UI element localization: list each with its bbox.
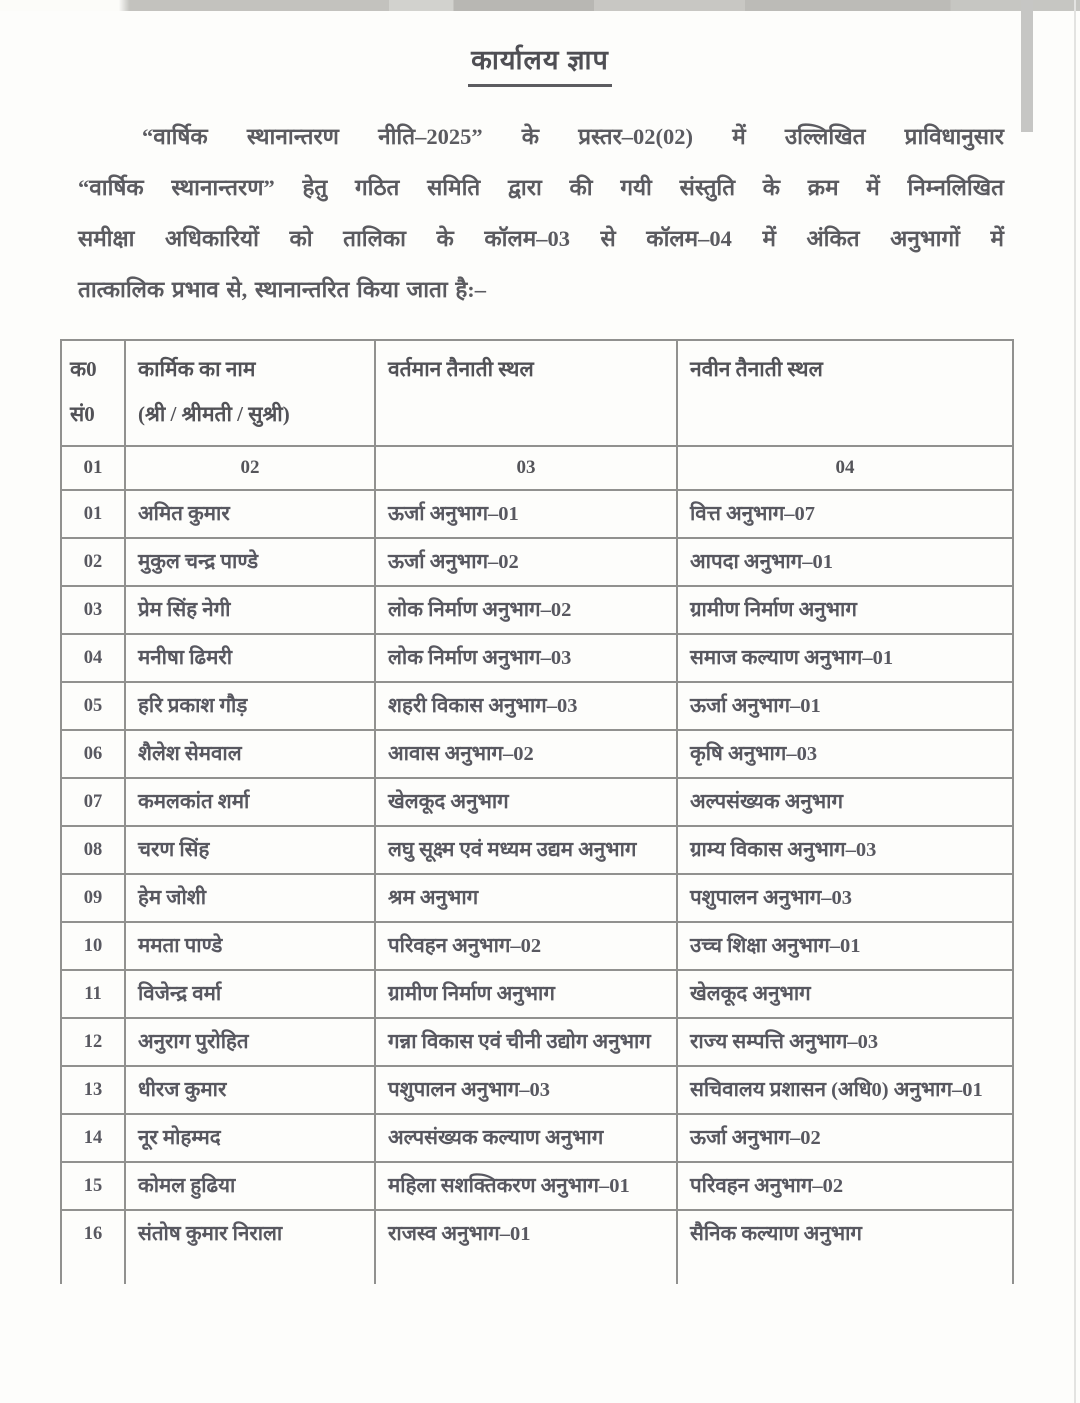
- row-serial-number: 01: [61, 490, 125, 538]
- row-new-posting: ग्राम्य विकास अनुभाग–03: [677, 826, 1013, 874]
- table-row: [61, 730, 1013, 778]
- column-number-row: [61, 446, 1013, 490]
- table-row: [61, 1066, 1013, 1114]
- row-new-posting: सैनिक कल्याण अनुभाग: [677, 1210, 1013, 1284]
- row-employee-name: शैलेश सेमवाल: [125, 730, 375, 778]
- row-new-posting: ऊर्जा अनुभाग–01: [677, 682, 1013, 730]
- table-row: [61, 1162, 1013, 1210]
- table-row: [61, 874, 1013, 922]
- row-current-posting: आवास अनुभाग–02: [375, 730, 677, 778]
- row-employee-name: हेम जोशी: [125, 874, 375, 922]
- row-new-posting: उच्च शिक्षा अनुभाग–01: [677, 922, 1013, 970]
- row-employee-name: नूर मोहम्मद: [125, 1114, 375, 1162]
- row-serial-number: 04: [61, 634, 125, 682]
- row-employee-name: कमलकांत शर्मा: [125, 778, 375, 826]
- row-employee-name: चरण सिंह: [125, 826, 375, 874]
- row-new-posting: ऊर्जा अनुभाग–02: [677, 1114, 1013, 1162]
- row-employee-name: मुकुल चन्द्र पाण्डे: [125, 538, 375, 586]
- title-row: [0, 0, 1080, 87]
- table-row: [61, 586, 1013, 634]
- row-serial-number: 13: [61, 1066, 125, 1114]
- row-employee-name: ममता पाण्डे: [125, 922, 375, 970]
- row-serial-number: 06: [61, 730, 125, 778]
- header-serial-line1: क0: [70, 357, 97, 381]
- table-row: [61, 1018, 1013, 1066]
- row-current-posting: लोक निर्माण अनुभाग–02: [375, 586, 677, 634]
- row-current-posting: लघु सूक्ष्म एवं मध्यम उद्यम अनुभाग: [375, 826, 677, 874]
- row-new-posting: अल्पसंख्यक अनुभाग: [677, 778, 1013, 826]
- header-employee-name: [125, 340, 375, 446]
- row-new-posting: खेलकूद अनुभाग: [677, 970, 1013, 1018]
- row-serial-number: 11: [61, 970, 125, 1018]
- table-row: [61, 538, 1013, 586]
- row-serial-number: 07: [61, 778, 125, 826]
- row-employee-name: हरि प्रकाश गौड़: [125, 682, 375, 730]
- row-employee-name: धीरज कुमार: [125, 1066, 375, 1114]
- transfer-table: [60, 339, 1014, 1284]
- row-serial-number: 02: [61, 538, 125, 586]
- row-new-posting: परिवहन अनुभाग–02: [677, 1162, 1013, 1210]
- row-serial-number: 09: [61, 874, 125, 922]
- row-employee-name: संतोष कुमार निराला: [125, 1210, 375, 1284]
- paragraph-line-2: “वार्षिक स्थानान्तरण” हेतु गठित समिति द्वारा की गयी संस्तुति के क्रम में निम्नलिखित: [78, 175, 1004, 200]
- table-header-row: [61, 340, 1013, 446]
- row-new-posting: राज्य सम्पत्ति अनुभाग–03: [677, 1018, 1013, 1066]
- row-current-posting: लोक निर्माण अनुभाग–03: [375, 634, 677, 682]
- paragraph-line-1: “वार्षिक स्थानान्तरण नीति–2025” के प्रस्तर–02(02) में उल्लिखित प्राविधानुसार: [142, 124, 1004, 149]
- row-serial-number: 03: [61, 586, 125, 634]
- row-new-posting: समाज कल्याण अनुभाग–01: [677, 634, 1013, 682]
- table-row: [61, 634, 1013, 682]
- transfer-table-body: [61, 490, 1013, 1284]
- row-serial-number: 05: [61, 682, 125, 730]
- paragraph-line-4: तात्कालिक प्रभाव से, स्थानान्तरित किया जाता है:–: [78, 277, 487, 302]
- row-current-posting: पशुपालन अनुभाग–03: [375, 1066, 677, 1114]
- table-row: [61, 490, 1013, 538]
- scan-line-right-artifact: [1074, 0, 1076, 1403]
- header-name-line1: कार्मिक का नाम: [138, 357, 256, 381]
- row-current-posting: ग्रामीण निर्माण अनुभाग: [375, 970, 677, 1018]
- scan-strip-right-artifact: [1021, 0, 1033, 132]
- paragraph-line-3: समीक्षा अधिकारियों को तालिका के कॉलम–03 से कॉलम–04 में अंकित अनुभागों में: [78, 226, 1004, 251]
- column-number-04: 04: [677, 446, 1013, 490]
- column-number-02: 02: [125, 446, 375, 490]
- memo-paragraph: [78, 111, 1004, 315]
- row-current-posting: खेलकूद अनुभाग: [375, 778, 677, 826]
- row-new-posting: कृषि अनुभाग–03: [677, 730, 1013, 778]
- table-row: [61, 826, 1013, 874]
- table-row: [61, 970, 1013, 1018]
- row-serial-number: 15: [61, 1162, 125, 1210]
- row-new-posting: वित्त अनुभाग–07: [677, 490, 1013, 538]
- page-title: कार्यालय ज्ञाप: [468, 40, 612, 87]
- row-current-posting: गन्ना विकास एवं चीनी उद्योग अनुभाग: [375, 1018, 677, 1066]
- row-current-posting: श्रम अनुभाग: [375, 874, 677, 922]
- row-new-posting: ग्रामीण निर्माण अनुभाग: [677, 586, 1013, 634]
- scan-edge-top-artifact: [0, 0, 1080, 11]
- row-employee-name: कोमल हुढिया: [125, 1162, 375, 1210]
- row-current-posting: ऊर्जा अनुभाग–01: [375, 490, 677, 538]
- column-number-03: 03: [375, 446, 677, 490]
- row-employee-name: विजेन्द्र वर्मा: [125, 970, 375, 1018]
- table-row: [61, 682, 1013, 730]
- row-new-posting: पशुपालन अनुभाग–03: [677, 874, 1013, 922]
- row-serial-number: 16: [61, 1210, 125, 1284]
- table-row: [61, 922, 1013, 970]
- header-new-posting: नवीन तैनाती स्थल: [677, 340, 1013, 446]
- row-serial-number: 12: [61, 1018, 125, 1066]
- header-current-posting: वर्तमान तैनाती स्थल: [375, 340, 677, 446]
- header-serial-line2: सं0: [70, 402, 95, 426]
- header-serial-number: [61, 340, 125, 446]
- row-current-posting: शहरी विकास अनुभाग–03: [375, 682, 677, 730]
- row-employee-name: प्रेम सिंह नेगी: [125, 586, 375, 634]
- table-row: [61, 1210, 1013, 1284]
- table-row: [61, 778, 1013, 826]
- row-current-posting: परिवहन अनुभाग–02: [375, 922, 677, 970]
- row-new-posting: सचिवालय प्रशासन (अधि0) अनुभाग–01: [677, 1066, 1013, 1114]
- row-employee-name: अनुराग पुरोहित: [125, 1018, 375, 1066]
- row-new-posting: आपदा अनुभाग–01: [677, 538, 1013, 586]
- column-number-01: 01: [61, 446, 125, 490]
- row-current-posting: ऊर्जा अनुभाग–02: [375, 538, 677, 586]
- table-row: [61, 1114, 1013, 1162]
- header-name-line2: (श्री / श्रीमती / सुश्री): [138, 402, 290, 426]
- row-employee-name: मनीषा ढिमरी: [125, 634, 375, 682]
- row-employee-name: अमित कुमार: [125, 490, 375, 538]
- row-serial-number: 08: [61, 826, 125, 874]
- row-current-posting: महिला सशक्तिकरण अनुभाग–01: [375, 1162, 677, 1210]
- row-serial-number: 14: [61, 1114, 125, 1162]
- row-current-posting: राजस्व अनुभाग–01: [375, 1210, 677, 1284]
- row-serial-number: 10: [61, 922, 125, 970]
- row-current-posting: अल्पसंख्यक कल्याण अनुभाग: [375, 1114, 677, 1162]
